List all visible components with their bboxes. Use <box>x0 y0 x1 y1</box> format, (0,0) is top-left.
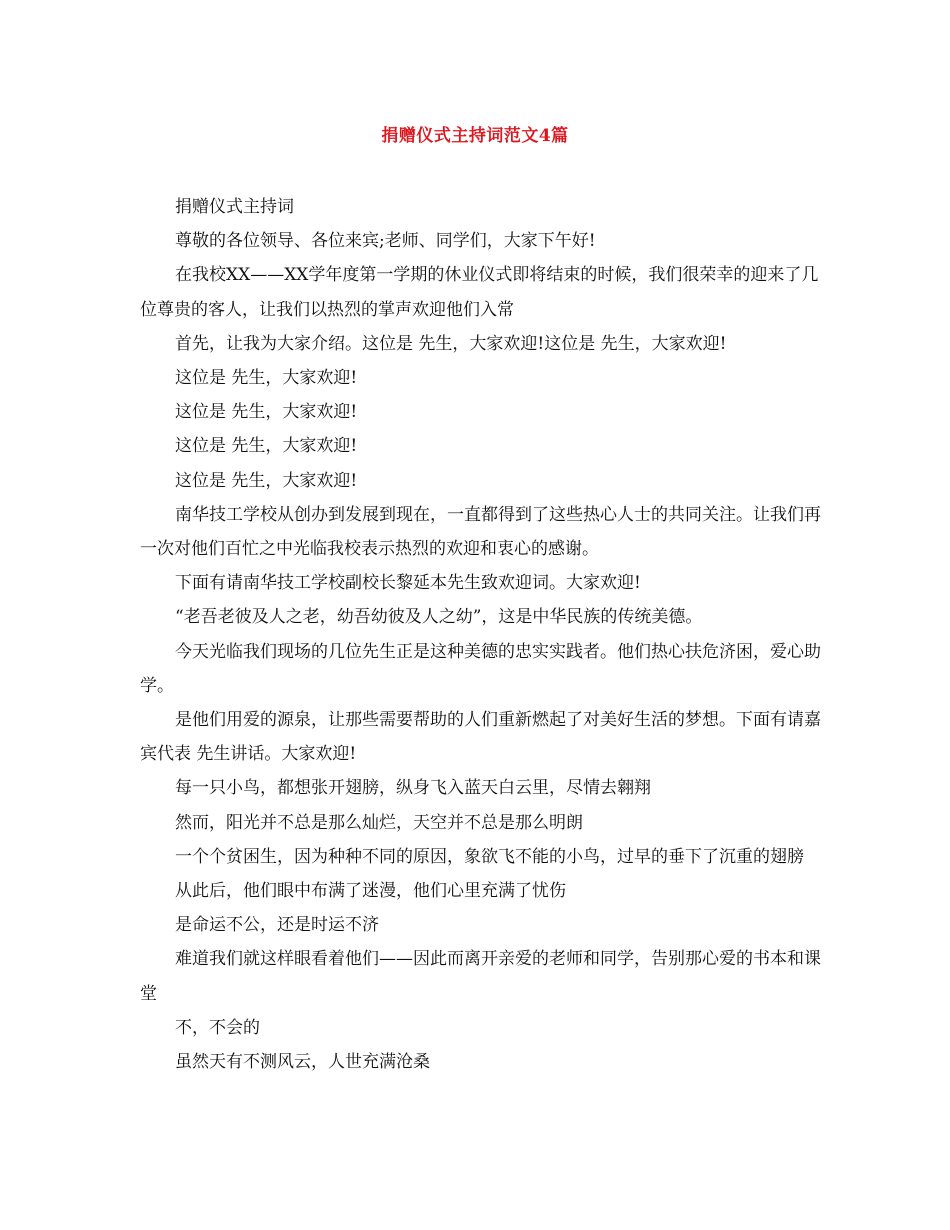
paragraph: 捐赠仪式主持词 <box>175 197 294 217</box>
document-body <box>140 190 830 1079</box>
paragraph: 每一只小鸟，都想张开翅膀，纵身飞入蓝天白云里，尽情去翱翔 <box>175 778 651 799</box>
paragraph: 这位是 先生，大家欢迎! <box>175 436 358 457</box>
paragraph: 今天光临我们现场的几位先生正是这种美德的忠实实践者。他们热心扶危济困，爱心助学。 <box>140 641 821 696</box>
paragraph: 首先，让我为大家介绍。这位是 先生，大家欢迎!这位是 先生，大家欢迎! <box>175 333 727 354</box>
paragraph: 不，不会的 <box>175 1017 260 1038</box>
paragraph: 南华技工学校从创办到发展到现在，一直都得到了这些热心人士的共同关注。让我们再一次对他们百忙之中光临我校表示热烈的欢迎和衷心的感谢。 <box>140 504 821 560</box>
paragraph: 这位是 先生，大家欢迎! <box>175 402 358 423</box>
paragraph: 虽然天有不测风云，人世充满沧桑 <box>175 1052 430 1073</box>
paragraph: 难道我们就这样眼看着他们——因此而离开亲爱的老师和同学，告别那心爱的书本和课堂 <box>140 949 821 1004</box>
paragraph: 从此后，他们眼中布满了迷漫，他们心里充满了忧伤 <box>175 881 566 902</box>
paragraph: 尊敬的各位领导、各位来宾;老师、同学们，大家下午好! <box>175 231 596 252</box>
document-title: 捐赠仪式主持词范文4篇 <box>381 126 569 146</box>
paragraph: 在我校XX——XX学年度第一学期的休业仪式即将结束的时候，我们很荣幸的迎来了几位尊贵的客人，让我们以热烈的掌声欢迎他们入常 <box>140 265 819 320</box>
paragraph: 然而，阳光并不总是那么灿烂，天空并不总是那么明朗 <box>175 812 583 833</box>
paragraph: “老吾老彼及人之老，幼吾幼彼及人之幼”，这是中华民族的传统美德。 <box>175 607 703 628</box>
paragraph: 下面有请南华技工学校副校长黎延本先生致欢迎词。大家欢迎! <box>175 573 641 594</box>
paragraph: 一个个贫困生，因为种种不同的原因，象欲飞不能的小鸟，过早的垂下了沉重的翅膀 <box>175 846 804 867</box>
paragraph: 这位是 先生，大家欢迎! <box>175 470 358 491</box>
paragraph: 是命运不公，还是时运不济 <box>175 915 379 936</box>
paragraph: 是他们用爱的源泉，让那些需要帮助的人们重新燃起了对美好生活的梦想。下面有请嘉宾代表 先生讲话。大家欢迎! <box>140 710 821 765</box>
paragraph: 这位是 先生，大家欢迎! <box>175 368 358 389</box>
